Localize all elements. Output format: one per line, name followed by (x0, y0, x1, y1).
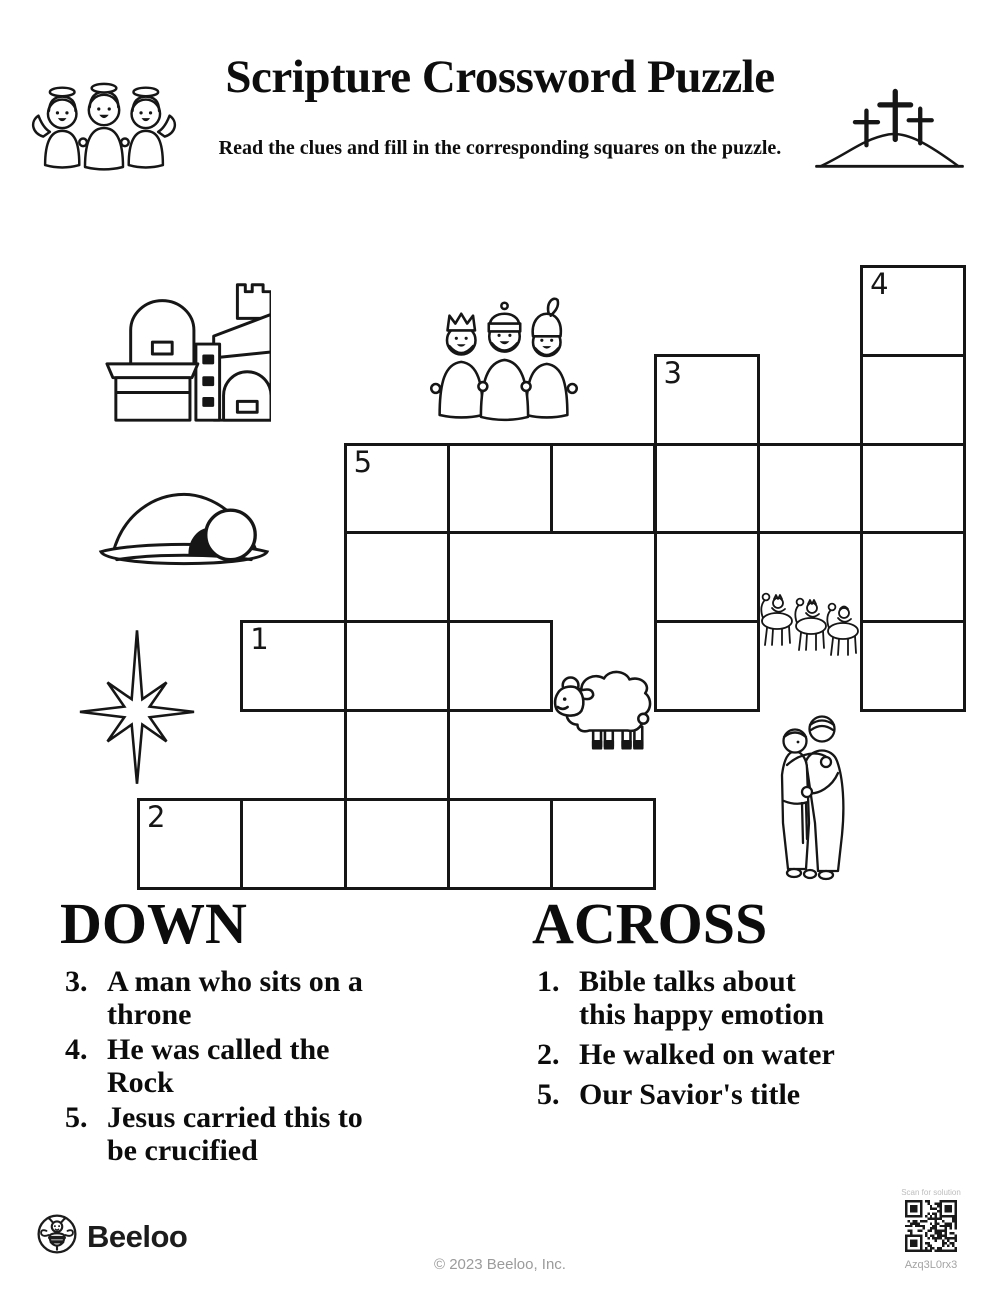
brand-logo (36, 1213, 187, 1260)
clue-text: Our Savior's title (579, 1078, 801, 1111)
clue-across-2 (537, 1038, 835, 1071)
grid-cell-r6c4[interactable] (550, 798, 656, 890)
clue-number: 5. (537, 1078, 560, 1111)
down-clue-list (60, 965, 363, 1167)
down-heading: DOWN (60, 891, 247, 956)
clue-text: He walked on water (579, 1038, 835, 1071)
grid-cell-r2c7[interactable] (860, 443, 966, 535)
clue-text: A man who sits on a throne (107, 965, 363, 1031)
down-clues-section (60, 891, 363, 1169)
grid-cell-r6c0[interactable] (137, 798, 243, 890)
grid-cell-r6c1[interactable] (240, 798, 346, 890)
grid-cell-r4c5[interactable] (654, 620, 760, 712)
grid-cell-r2c5[interactable] (654, 443, 760, 535)
clue-number: 1. (537, 965, 560, 998)
wise-men-camels-illustration (757, 573, 863, 658)
clue-number: 3. (65, 965, 88, 998)
cell-number-5: 5 (353, 444, 373, 479)
grid-cell-r1c5[interactable] (654, 354, 760, 446)
grid-cell-r6c2[interactable] (344, 798, 450, 890)
grid-cell-r4c7[interactable] (860, 620, 966, 712)
prodigal-son-hug-illustration (762, 703, 857, 885)
grid-cell-r4c2[interactable] (344, 620, 450, 712)
grid-cell-r1c7[interactable] (860, 354, 966, 446)
city-illustration (103, 278, 271, 423)
bethlehem-star-illustration (78, 628, 196, 786)
clue-text: Bible talks about this happy emotion (579, 965, 825, 1031)
bee-logo-icon (36, 1213, 78, 1260)
cell-number-2: 2 (147, 799, 166, 834)
cell-number-1: 1 (250, 622, 269, 657)
clue-text: He was called the Rock (107, 1033, 330, 1099)
qr-code (905, 1200, 957, 1252)
grid-cell-r2c3[interactable] (447, 443, 553, 535)
empty-tomb-illustration (95, 482, 273, 577)
clue-down-3 (65, 965, 363, 1031)
grid-cell-r4c1[interactable] (240, 620, 346, 712)
qr-code-id: Azq3L0rx3 (904, 1259, 958, 1271)
grid-cell-r3c5[interactable] (654, 531, 760, 623)
cell-number-4: 4 (870, 267, 889, 301)
grid-cell-r6c3[interactable] (447, 798, 553, 890)
sheep-illustration (548, 655, 656, 755)
across-clue-list (532, 965, 835, 1111)
grid-cell-r2c4[interactable] (550, 443, 656, 535)
grid-cell-r5c2[interactable] (344, 709, 450, 801)
grid-cell-r4c3[interactable] (447, 620, 553, 712)
page-subtitle: Read the clues and fill in the corresponding squares on the puzzle. (218, 137, 782, 159)
grid-cell-r2c6[interactable] (757, 443, 863, 535)
copyright-text: © 2023 Beeloo, Inc. (434, 1256, 566, 1273)
brand-wordmark: Beeloo (87, 1218, 188, 1254)
across-clues-section (532, 891, 835, 1118)
grid-cell-r2c2[interactable] (344, 443, 450, 535)
page-title: Scripture Crossword Puzzle (225, 51, 775, 103)
grid-cell-r3c7[interactable] (860, 531, 966, 623)
across-heading: ACROSS (532, 891, 768, 956)
cell-number-3: 3 (663, 355, 682, 390)
three-kings-illustration (418, 288, 590, 423)
clue-across-1 (537, 965, 835, 1031)
clue-number: 2. (537, 1038, 560, 1071)
qr-block (900, 1188, 962, 1271)
grid-cell-r0c7[interactable] (860, 265, 966, 357)
clue-across-5 (537, 1078, 835, 1111)
clue-number: 5. (65, 1101, 88, 1134)
clue-text: Jesus carried this to be crucified (107, 1101, 363, 1167)
qr-scan-label: Scan for solution (901, 1188, 961, 1197)
clue-down-5 (65, 1101, 363, 1167)
clue-down-4 (65, 1033, 363, 1099)
clue-number: 4. (65, 1033, 88, 1066)
grid-cell-r3c2[interactable] (344, 531, 450, 623)
